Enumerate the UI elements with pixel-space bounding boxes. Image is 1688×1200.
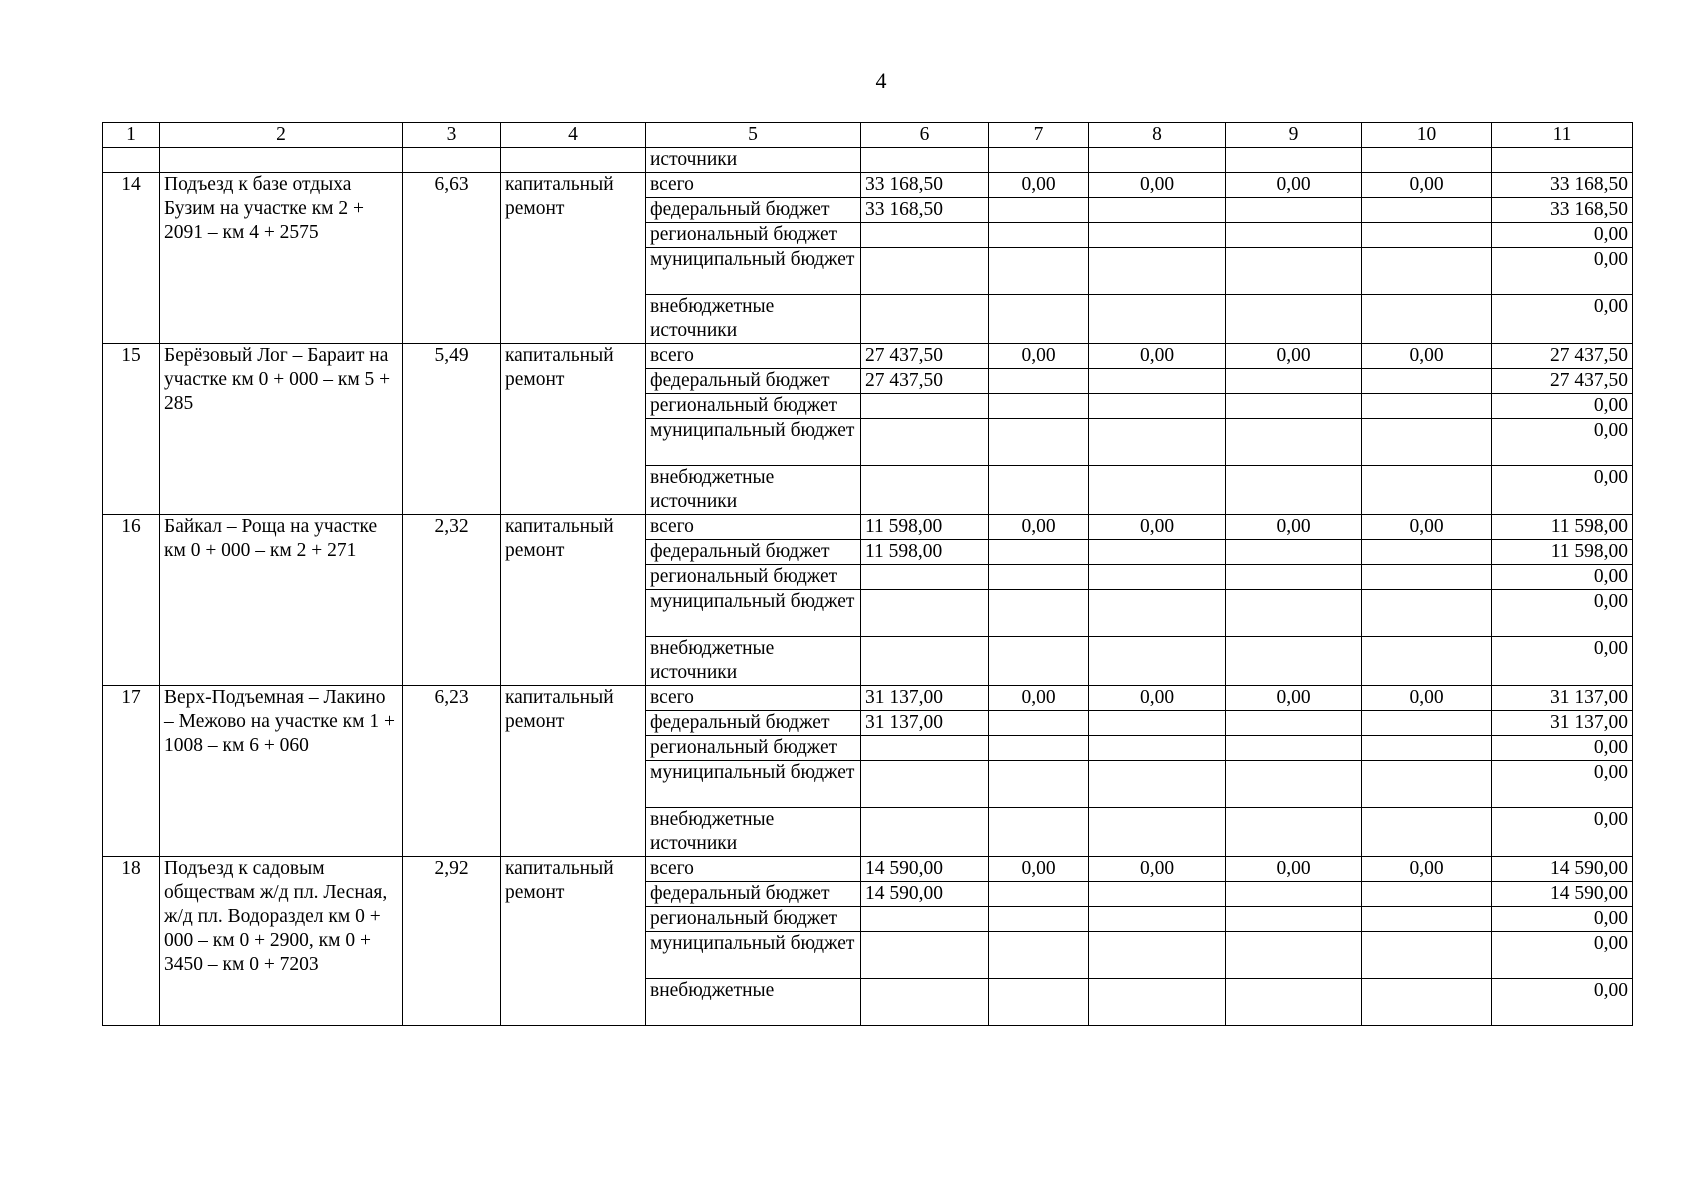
amount-c6	[861, 248, 989, 295]
amount-c8: 0,00	[1089, 173, 1226, 198]
amount-c7	[989, 637, 1089, 686]
amount-c6	[861, 394, 989, 419]
amount-c9	[1226, 932, 1362, 979]
amount-c11: 0,00	[1492, 637, 1633, 686]
funding-source: внебюджетные источники	[646, 295, 861, 344]
amount-c10	[1362, 808, 1492, 857]
amount-c7: 0,00	[989, 857, 1089, 882]
amount-c7	[989, 808, 1089, 857]
amount-c10	[1362, 736, 1492, 761]
amount-c7	[989, 907, 1089, 932]
amount-c11: 27 437,50	[1492, 344, 1633, 369]
amount-c8	[1089, 295, 1226, 344]
amount-c7	[989, 882, 1089, 907]
column-header: 5	[646, 123, 861, 148]
amount-c11: 0,00	[1492, 419, 1633, 466]
column-header: 2	[160, 123, 403, 148]
amount-c8	[1089, 590, 1226, 637]
amount-c11: 27 437,50	[1492, 369, 1633, 394]
amount-c10	[1362, 907, 1492, 932]
amount-c6	[861, 808, 989, 857]
column-header: 11	[1492, 123, 1633, 148]
funding-source: источники	[646, 148, 861, 173]
amount-c11: 0,00	[1492, 979, 1633, 1026]
amount-c10	[1362, 223, 1492, 248]
column-header: 8	[1089, 123, 1226, 148]
amount-c6: 33 168,50	[861, 173, 989, 198]
entry-total-row	[103, 857, 1633, 882]
amount-c11: 31 137,00	[1492, 686, 1633, 711]
column-header: 4	[501, 123, 646, 148]
amount-c11: 0,00	[1492, 761, 1633, 808]
amount-c6	[861, 590, 989, 637]
amount-c11: 0,00	[1492, 565, 1633, 590]
amount-c8: 0,00	[1089, 686, 1226, 711]
amount-c11: 0,00	[1492, 248, 1633, 295]
funding-source: муниципальный бюджет	[646, 932, 861, 979]
amount-c6	[861, 565, 989, 590]
amount-c7	[989, 198, 1089, 223]
amount-c7	[989, 369, 1089, 394]
amount-c11: 33 168,50	[1492, 198, 1633, 223]
entry-total-row	[103, 173, 1633, 198]
amount-c8	[1089, 540, 1226, 565]
road-section-name: Байкал – Роща на участке км 0 + 000 – км 2 + 271	[160, 515, 403, 686]
amount-c10	[1362, 419, 1492, 466]
amount-c7	[989, 979, 1089, 1026]
entry-number: 16	[103, 515, 160, 686]
amount-c10	[1362, 540, 1492, 565]
entry-total-row	[103, 515, 1633, 540]
amount-c9	[1226, 295, 1362, 344]
amount-c9	[1226, 565, 1362, 590]
amount-c10	[1362, 394, 1492, 419]
amount-c6: 14 590,00	[861, 857, 989, 882]
section-length: 2,32	[403, 515, 501, 686]
amount-c7	[989, 466, 1089, 515]
column-header: 1	[103, 123, 160, 148]
section-length: 2,92	[403, 857, 501, 1026]
work-type: капитальный ремонт	[501, 515, 646, 686]
amount-c8	[1089, 808, 1226, 857]
amount-c11: 14 590,00	[1492, 857, 1633, 882]
amount-c8	[1089, 248, 1226, 295]
column-header: 3	[403, 123, 501, 148]
amount-c6	[861, 907, 989, 932]
funding-source: региональный бюджет	[646, 736, 861, 761]
amount-c7: 0,00	[989, 686, 1089, 711]
entry-number: 17	[103, 686, 160, 857]
road-section-name: Подъезд к садовым обществам ж/д пл. Лесная, ж/д пл. Водораздел км 0 + 000 – км 0 + 2900, км 0 + 3450 – км 0 + 7203	[160, 857, 403, 1026]
amount-c9: 0,00	[1226, 173, 1362, 198]
amount-c10	[1362, 637, 1492, 686]
amount-c6: 11 598,00	[861, 540, 989, 565]
amount-c10: 0,00	[1362, 515, 1492, 540]
amount-c11: 0,00	[1492, 736, 1633, 761]
funding-source: федеральный бюджет	[646, 198, 861, 223]
amount-c9	[1226, 711, 1362, 736]
amount-c6: 27 437,50	[861, 344, 989, 369]
amount-c11: 0,00	[1492, 907, 1633, 932]
amount-c9	[1226, 907, 1362, 932]
amount-c10	[1362, 295, 1492, 344]
work-type: капитальный ремонт	[501, 857, 646, 1026]
amount-c8	[1089, 369, 1226, 394]
funding-source: муниципальный бюджет	[646, 419, 861, 466]
amount-c7	[989, 736, 1089, 761]
amount-c11: 31 137,00	[1492, 711, 1633, 736]
funding-source: региональный бюджет	[646, 565, 861, 590]
amount-c7: 0,00	[989, 344, 1089, 369]
amount-c9	[1226, 540, 1362, 565]
amount-c9	[1226, 248, 1362, 295]
amount-c6	[861, 637, 989, 686]
amount-c6	[861, 736, 989, 761]
section-length: 6,63	[403, 173, 501, 344]
amount-c8	[1089, 761, 1226, 808]
section-length: 5,49	[403, 344, 501, 515]
amount-c8	[1089, 932, 1226, 979]
amount-c9	[1226, 466, 1362, 515]
amount-c10	[1362, 466, 1492, 515]
amount-c9	[1226, 369, 1362, 394]
amount-c10	[1362, 711, 1492, 736]
funding-source: федеральный бюджет	[646, 540, 861, 565]
entry-number: 15	[103, 344, 160, 515]
column-header: 10	[1362, 123, 1492, 148]
work-type: капитальный ремонт	[501, 344, 646, 515]
amount-c9	[1226, 590, 1362, 637]
amount-c9	[1226, 979, 1362, 1026]
amount-c9: 0,00	[1226, 344, 1362, 369]
amount-c6	[861, 932, 989, 979]
amount-c6: 27 437,50	[861, 369, 989, 394]
amount-c8: 0,00	[1089, 857, 1226, 882]
amount-c9: 0,00	[1226, 686, 1362, 711]
funding-source: муниципальный бюджет	[646, 248, 861, 295]
amount-c11: 0,00	[1492, 223, 1633, 248]
amount-c9	[1226, 761, 1362, 808]
continuation-row	[103, 148, 1633, 173]
amount-c8: 0,00	[1089, 344, 1226, 369]
amount-c10: 0,00	[1362, 173, 1492, 198]
road-section-name: Берёзовый Лог – Бараит на участке км 0 + 000 – км 5 + 285	[160, 344, 403, 515]
amount-c6: 11 598,00	[861, 515, 989, 540]
amount-c8	[1089, 711, 1226, 736]
funding-source: федеральный бюджет	[646, 711, 861, 736]
funding-source: региональный бюджет	[646, 223, 861, 248]
amount-c8	[1089, 882, 1226, 907]
entry-number: 14	[103, 173, 160, 344]
amount-c6: 31 137,00	[861, 711, 989, 736]
amount-c7: 0,00	[989, 515, 1089, 540]
amount-c8: 0,00	[1089, 515, 1226, 540]
amount-c8	[1089, 637, 1226, 686]
entry-total-row	[103, 686, 1633, 711]
section-length: 6,23	[403, 686, 501, 857]
amount-c8	[1089, 198, 1226, 223]
funding-source: всего	[646, 857, 861, 882]
funding-source: всего	[646, 173, 861, 198]
funding-source: федеральный бюджет	[646, 882, 861, 907]
funding-source: внебюджетные	[646, 979, 861, 1026]
amount-c11: 0,00	[1492, 295, 1633, 344]
amount-c10: 0,00	[1362, 686, 1492, 711]
column-header: 9	[1226, 123, 1362, 148]
amount-c6	[861, 761, 989, 808]
amount-c11: 11 598,00	[1492, 540, 1633, 565]
column-header: 7	[989, 123, 1089, 148]
amount-c9: 0,00	[1226, 857, 1362, 882]
amount-c11: 0,00	[1492, 394, 1633, 419]
amount-c9	[1226, 882, 1362, 907]
amount-c6: 14 590,00	[861, 882, 989, 907]
amount-c8	[1089, 223, 1226, 248]
funding-source: всего	[646, 515, 861, 540]
amount-c11: 0,00	[1492, 808, 1633, 857]
amount-c6	[861, 295, 989, 344]
amount-c10	[1362, 761, 1492, 808]
amount-c7	[989, 248, 1089, 295]
amount-c7	[989, 295, 1089, 344]
amount-c7: 0,00	[989, 173, 1089, 198]
column-number-row	[103, 123, 1633, 148]
amount-c8	[1089, 736, 1226, 761]
column-header: 6	[861, 123, 989, 148]
funding-source: муниципальный бюджет	[646, 590, 861, 637]
amount-c7	[989, 223, 1089, 248]
amount-c7	[989, 590, 1089, 637]
amount-c7	[989, 540, 1089, 565]
amount-c10	[1362, 198, 1492, 223]
amount-c6	[861, 979, 989, 1026]
amount-c7	[989, 419, 1089, 466]
amount-c8	[1089, 419, 1226, 466]
amount-c9	[1226, 223, 1362, 248]
funding-source: федеральный бюджет	[646, 369, 861, 394]
amount-c10	[1362, 565, 1492, 590]
entry-total-row	[103, 344, 1633, 369]
amount-c11: 0,00	[1492, 590, 1633, 637]
amount-c7	[989, 394, 1089, 419]
amount-c8	[1089, 565, 1226, 590]
funding-source: всего	[646, 344, 861, 369]
amount-c6	[861, 466, 989, 515]
amount-c10	[1362, 369, 1492, 394]
funding-source: муниципальный бюджет	[646, 761, 861, 808]
amount-c9	[1226, 736, 1362, 761]
amount-c10	[1362, 979, 1492, 1026]
work-type: капитальный ремонт	[501, 686, 646, 857]
amount-c9: 0,00	[1226, 515, 1362, 540]
amount-c11: 0,00	[1492, 932, 1633, 979]
amount-c9	[1226, 419, 1362, 466]
amount-c11: 0,00	[1492, 466, 1633, 515]
amount-c7	[989, 711, 1089, 736]
amount-c10	[1362, 590, 1492, 637]
amount-c6: 31 137,00	[861, 686, 989, 711]
entry-number: 18	[103, 857, 160, 1026]
amount-c6	[861, 419, 989, 466]
amount-c9	[1226, 637, 1362, 686]
funding-source: внебюджетные источники	[646, 466, 861, 515]
amount-c10: 0,00	[1362, 857, 1492, 882]
page-number: 4	[875, 68, 887, 93]
amount-c6: 33 168,50	[861, 198, 989, 223]
amount-c6	[861, 223, 989, 248]
amount-c9	[1226, 808, 1362, 857]
amount-c9	[1226, 394, 1362, 419]
amount-c7	[989, 565, 1089, 590]
funding-source: всего	[646, 686, 861, 711]
amount-c8	[1089, 466, 1226, 515]
amount-c10	[1362, 248, 1492, 295]
funding-source: внебюджетные источники	[646, 637, 861, 686]
work-type: капитальный ремонт	[501, 173, 646, 344]
road-funding-table	[102, 122, 1633, 1026]
funding-source: региональный бюджет	[646, 907, 861, 932]
amount-c8	[1089, 979, 1226, 1026]
road-section-name: Верх-Подъемная – Лакино – Межово на участке км 1 + 1008 – км 6 + 060	[160, 686, 403, 857]
amount-c10: 0,00	[1362, 344, 1492, 369]
amount-c8	[1089, 907, 1226, 932]
amount-c9	[1226, 198, 1362, 223]
funding-source: региональный бюджет	[646, 394, 861, 419]
funding-source: внебюджетные источники	[646, 808, 861, 857]
amount-c11: 33 168,50	[1492, 173, 1633, 198]
amount-c7	[989, 761, 1089, 808]
amount-c8	[1089, 394, 1226, 419]
amount-c11: 11 598,00	[1492, 515, 1633, 540]
amount-c10	[1362, 932, 1492, 979]
amount-c11: 14 590,00	[1492, 882, 1633, 907]
amount-c10	[1362, 882, 1492, 907]
road-section-name: Подъезд к базе отдыха Бузим на участке км 2 + 2091 – км 4 + 2575	[160, 173, 403, 344]
amount-c7	[989, 932, 1089, 979]
